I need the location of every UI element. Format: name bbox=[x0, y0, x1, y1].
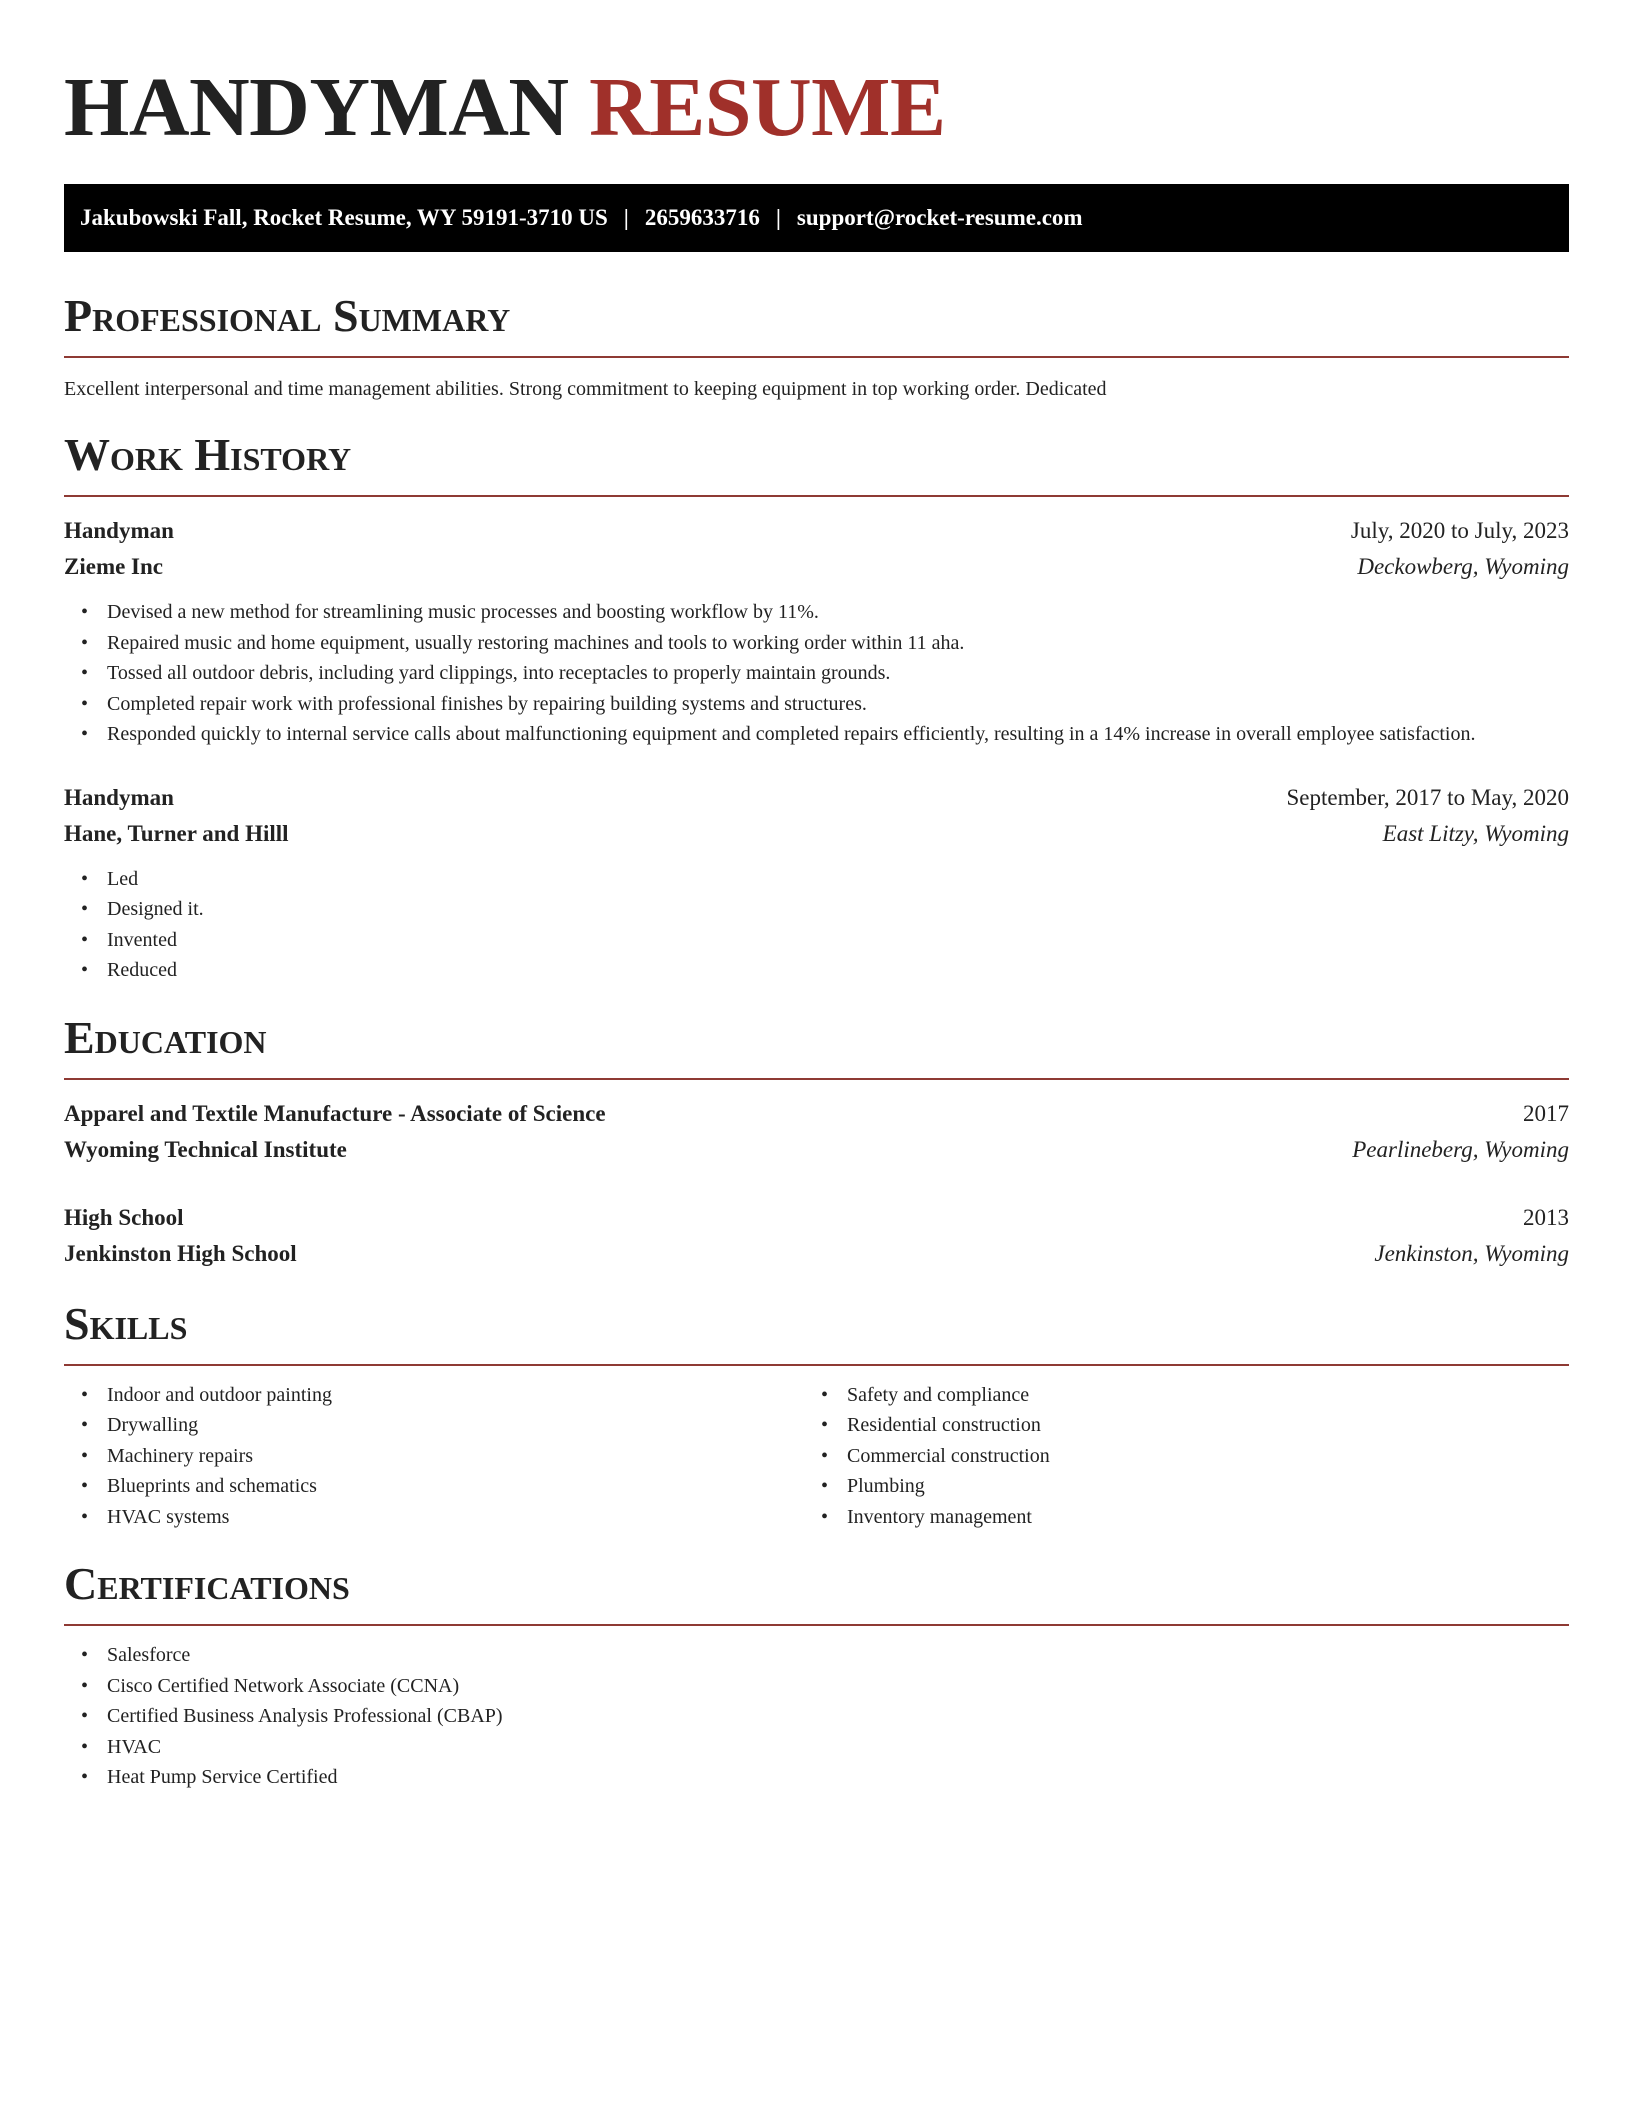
education-header-row bbox=[64, 1200, 1569, 1236]
education-school-row bbox=[64, 1132, 1569, 1168]
contact-email: support@rocket-resume.com bbox=[796, 205, 1083, 230]
skills-grid bbox=[64, 1380, 1569, 1533]
list-item: • Invented bbox=[107, 925, 1569, 956]
job-location: East Litzy, Wyoming bbox=[1382, 820, 1569, 846]
education-school: Wyoming Technical Institute bbox=[64, 1136, 347, 1162]
list-item: • Commercial construction bbox=[847, 1441, 1569, 1472]
job-bullets bbox=[64, 597, 1569, 750]
education-entry bbox=[64, 1200, 1569, 1272]
list-item: • Salesforce bbox=[107, 1640, 1569, 1671]
education-school: Jenkinston High School bbox=[64, 1240, 297, 1266]
list-item: • Safety and compliance bbox=[847, 1380, 1569, 1411]
education-degree: High School bbox=[64, 1204, 184, 1230]
contact-address: Jakubowski Fall, Rocket Resume, WY 59191-3710 US bbox=[80, 205, 608, 230]
certifications-section bbox=[64, 1558, 1569, 1793]
list-item: • Reduced bbox=[107, 955, 1569, 986]
education-year: 2017 bbox=[1523, 1100, 1569, 1126]
skills-section bbox=[64, 1298, 1569, 1533]
education-entry bbox=[64, 1096, 1569, 1168]
section-heading: Skills bbox=[64, 1297, 188, 1349]
skills-column-left bbox=[64, 1380, 804, 1533]
skills-list bbox=[64, 1380, 804, 1533]
education-school-row bbox=[64, 1236, 1569, 1272]
list-item: • Blueprints and schematics bbox=[107, 1471, 804, 1502]
education-header-row bbox=[64, 1096, 1569, 1132]
section-divider bbox=[64, 1364, 1569, 1366]
certifications-list bbox=[64, 1640, 1569, 1793]
job-entry bbox=[64, 780, 1569, 986]
list-item: • Indoor and outdoor painting bbox=[107, 1380, 804, 1411]
job-location: Deckowberg, Wyoming bbox=[1357, 554, 1569, 579]
title-accent: RESUME bbox=[589, 61, 946, 154]
section-divider bbox=[64, 1078, 1569, 1080]
job-entry bbox=[64, 513, 1569, 750]
list-item: • Inventory management bbox=[847, 1502, 1569, 1533]
job-bullets bbox=[64, 864, 1569, 986]
section-heading: Certifications bbox=[64, 1558, 350, 1609]
list-item: • Devised a new method for streamlining music processes and boosting workflow by 11%. bbox=[107, 597, 1569, 628]
education-section bbox=[64, 1012, 1569, 1272]
summary-section bbox=[64, 290, 1569, 403]
list-item: • HVAC systems bbox=[107, 1502, 804, 1533]
contact-bar bbox=[64, 184, 1569, 252]
section-divider bbox=[64, 495, 1569, 497]
list-item: • Responded quickly to internal service calls about malfunctioning equipment and completed repairs efficiently, resulting in a 14% increase in overall employee satisfaction. bbox=[107, 719, 1569, 750]
contact-separator: | bbox=[623, 205, 629, 230]
job-title: Handyman bbox=[64, 784, 174, 810]
list-item: • Cisco Certified Network Associate (CCNA) bbox=[107, 1671, 1569, 1702]
list-item: • Machinery repairs bbox=[107, 1441, 804, 1472]
job-company: Hane, Turner and Hilll bbox=[64, 820, 289, 846]
section-divider bbox=[64, 1624, 1569, 1626]
job-company-row bbox=[64, 549, 1569, 585]
job-dates: July, 2020 to July, 2023 bbox=[1350, 518, 1569, 543]
section-heading: Work History bbox=[64, 429, 352, 480]
section-heading: Education bbox=[64, 1011, 267, 1063]
job-header-row bbox=[64, 780, 1569, 816]
section-divider bbox=[64, 356, 1569, 358]
list-item: • Led bbox=[107, 864, 1569, 895]
education-location: Pearlineberg, Wyoming bbox=[1352, 1136, 1569, 1162]
title-main: HANDYMAN bbox=[64, 61, 569, 154]
education-year: 2013 bbox=[1523, 1204, 1569, 1230]
list-item: • Repaired music and home equipment, usually restoring machines and tools to working order within 11 aha. bbox=[107, 628, 1569, 659]
list-item: • Designed it. bbox=[107, 894, 1569, 925]
list-item: • Plumbing bbox=[847, 1471, 1569, 1502]
job-header-row bbox=[64, 513, 1569, 549]
contact-separator: | bbox=[775, 205, 781, 230]
job-title: Handyman bbox=[64, 518, 174, 543]
job-company-row bbox=[64, 816, 1569, 852]
resume-title bbox=[64, 60, 1569, 156]
list-item: • Completed repair work with professional finishes by repairing building systems and structures. bbox=[107, 689, 1569, 720]
list-item: • Residential construction bbox=[847, 1410, 1569, 1441]
job-dates: September, 2017 to May, 2020 bbox=[1286, 784, 1569, 810]
list-item: • Drywalling bbox=[107, 1410, 804, 1441]
skills-list bbox=[804, 1380, 1569, 1533]
skills-column-right bbox=[804, 1380, 1569, 1533]
education-location: Jenkinston, Wyoming bbox=[1374, 1240, 1569, 1266]
list-item: • Heat Pump Service Certified bbox=[107, 1762, 1569, 1793]
work-history-section bbox=[64, 429, 1569, 986]
section-heading: Professional Summary bbox=[64, 290, 511, 341]
summary-text: Excellent interpersonal and time management abilities. Strong commitment to keeping equipment in top working order. Dedicated bbox=[64, 378, 1107, 400]
contact-phone: 2659633716 bbox=[644, 205, 760, 230]
job-company: Zieme Inc bbox=[64, 554, 164, 579]
list-item: • HVAC bbox=[107, 1732, 1569, 1763]
list-item: • Certified Business Analysis Professional (CBAP) bbox=[107, 1701, 1569, 1732]
education-degree: Apparel and Textile Manufacture - Associate of Science bbox=[64, 1100, 606, 1126]
list-item: • Tossed all outdoor debris, including yard clippings, into receptacles to properly maintain grounds. bbox=[107, 658, 1569, 689]
